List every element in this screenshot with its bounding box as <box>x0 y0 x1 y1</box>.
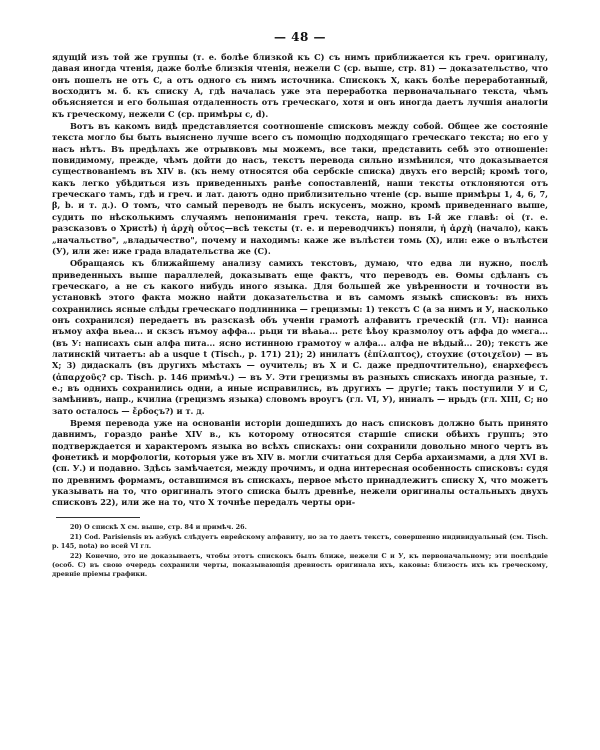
page-number-header: — 48 — <box>273 30 327 44</box>
paragraph-3: Обращаясь къ ближайшему анализу самихъ текстовъ, думаю, что едва ли нужно, послѣ приведенныхъ выше параллелей, доказывать еще фактъ, что переводъ ев. Ѳомы сдѣланъ съ греческаго, а не съ какого нибудь иного языка. Для большей же увѣренности и точности въ установкѣ этого факта можно найти доказательства и въ самомъ языкѣ списковъ: въ нихъ сохранились ясные слѣды греческаго подлинника — грецизмы: 1) текстъ C (а за нимъ и У, насколько онъ сохранился) передаетъ въ разсказѣ объ ученіи грамотѣ алфавитъ греческій (гл. VI): наинса нъмоу ахфа вьеа... и скзсъ нъмоу аффа... рьци ти вѣаьа... рєтє ѣѣоу кразмолоу отъ аффа до ѡмєга... (въ У: написахъ сын алфа пита... ясно истинною грамотоу ѡ алфа... алфа не вѣдый... 20); текстъ же латинскій читаетъ: ab a usque t (Tisch., p. 171) 21); 2) инилатъ (ἐπίλαπτος), стоуxиє (στοιχεῖον) — въ X; 3) дидаскалъ (въ другихъ мѣстахъ — оучитель; въ X и C. даже предпочтительно), єнархєфєсъ (ἀπαρχοῦς? ср. Tisch. p. 146 примѣч.) — въ У. Эти грецизмы въ разныхъ спискахъ иногда разные, т. е.; въ однихъ сохранились одни, а иные исправились, въ другихъ — другіе; такъ поступили У и C, замѣнивъ, напр., кчилиа (грецизмъ языка) словомъ вроугъ (гл. VI, У), иниалъ — нрьдъ (гл. XIII, C; но зато осталось — ἔρδοςъ?) и т. д. <box>52 258 548 416</box>
footnote-22: 22) Конечно, это не доказываетъ, чтобы этотъ спискокъ былъ ближе, нежели C и У, къ первоначальному; эти послѣдніе (особ. C) въ свою очередь сохранили черты, показывающія древность оригинала ихъ, каковы: близость ихъ къ греческому, древніе пріемы графики. <box>52 552 548 579</box>
paragraph-4: Время перевода уже на основаніи исторіи дошедшихъ до насъ списковъ должно быть принято давнимъ, гораздо ранѣе XIV в., къ которому относятся старшіе списки обѣихъ группъ; это подтверждается и характеромъ языка во всѣхъ спискахъ: они сохранили довольно много чертъ въ фонетикѣ и морфологіи, которыя уже въ XIV в. могли считаться для Серба архаизмами, а для XVI в. (сп. У.) и подавно. Здѣсь замѣчается, между прочимъ, и одна интересная особенность списковъ: судя по древнимъ формамъ, оставшимся въ спискахъ, первое мѣсто принадлежитъ списку X, что можетъ указывать на то, что оригиналъ этого списка былъ древнѣе, нежели оригиналы остальныхъ двухъ списковъ 22), или же на то, что X точнѣе передалъ черты ори- <box>52 418 548 508</box>
paragraph-1: ядущій изъ той же группы (т. е. болѣе близкой къ C) съ нимъ приближается къ греч. оригиналу, давая иногда чтенія, даже болѣе близкія чтенія, нежели C (ср. выше, стр. 81) — доказательство, что онъ пошелъ не отъ C, а отъ одного съ нимъ источника. Спискокъ X, какъ болѣе переработанный, восходитъ м. б. къ списку A, гдѣ началась уже эта переработка первоначальнаго текста, чѣмъ объясняется и его большая отдаленность отъ греческаго, хотя и онъ иногда даетъ лучшія аналогіи къ греческому, нежели C (ср. примѣры c, d). <box>52 52 548 119</box>
footnote-separator <box>56 517 140 518</box>
paragraph-2: Вотъ въ какомъ видѣ представляется соотношеніе списковъ между собой. Общее же состояніе текста могло бы быть выяснено лучше всего съ помощію подходящаго греческаго текста; но его у насъ нѣтъ. Въ предѣлахъ же отрывковъ мы можемъ, все таки, представить себѣ это отношеніе: повидимому, прежде, чѣмъ дойти до насъ, текстъ перевода сильно измѣнился, что доказывается существованіемъ въ XIV в. (къ нему относятся оба сербскіе списка) двухъ его версій; кромѣ того, какъ легко убѣдиться изъ приведенныхъ ранѣе сопоставленій, наши тексты отклоняются отъ греческаго тамъ, гдѣ и греч. и лат. даютъ одно приблизительно чтеніе (ср. выше примѣры 1, 4, 6, 7, β, b. и т. д.). О томъ, что самый переводъ не былъ искусенъ, можно, кромѣ приведеннаго выше, судить по нѣсколькимъ случаямъ непониманія греч. текста, напр. въ I-й же главѣ: οἱ (т. е. разсказовъ о Христѣ) ἡ ἀρχὴ οὗτος—всѣ тексты (т. е. и переводчикъ) поняли, ἡ ἀρχὴ (начало), какъ „начальство", „владычество", почему и находимъ: каже же вълѣстєи томь (X), или: еже о вълѣстєи (У), или же: иже града владательства же (C). <box>52 121 548 256</box>
footnote-21: 21) Cod. Parisiensis въ азбукѣ слѣдуетъ еврейскому алфавиту, но за то даетъ текстъ, совершенно индивидуальный (см. Tisch. p. 145, nota) во всей VI гл. <box>52 532 548 550</box>
footnote-20: 20) О спискѣ X см. выше, стр. 84 и примѣч. 26. <box>70 522 247 531</box>
